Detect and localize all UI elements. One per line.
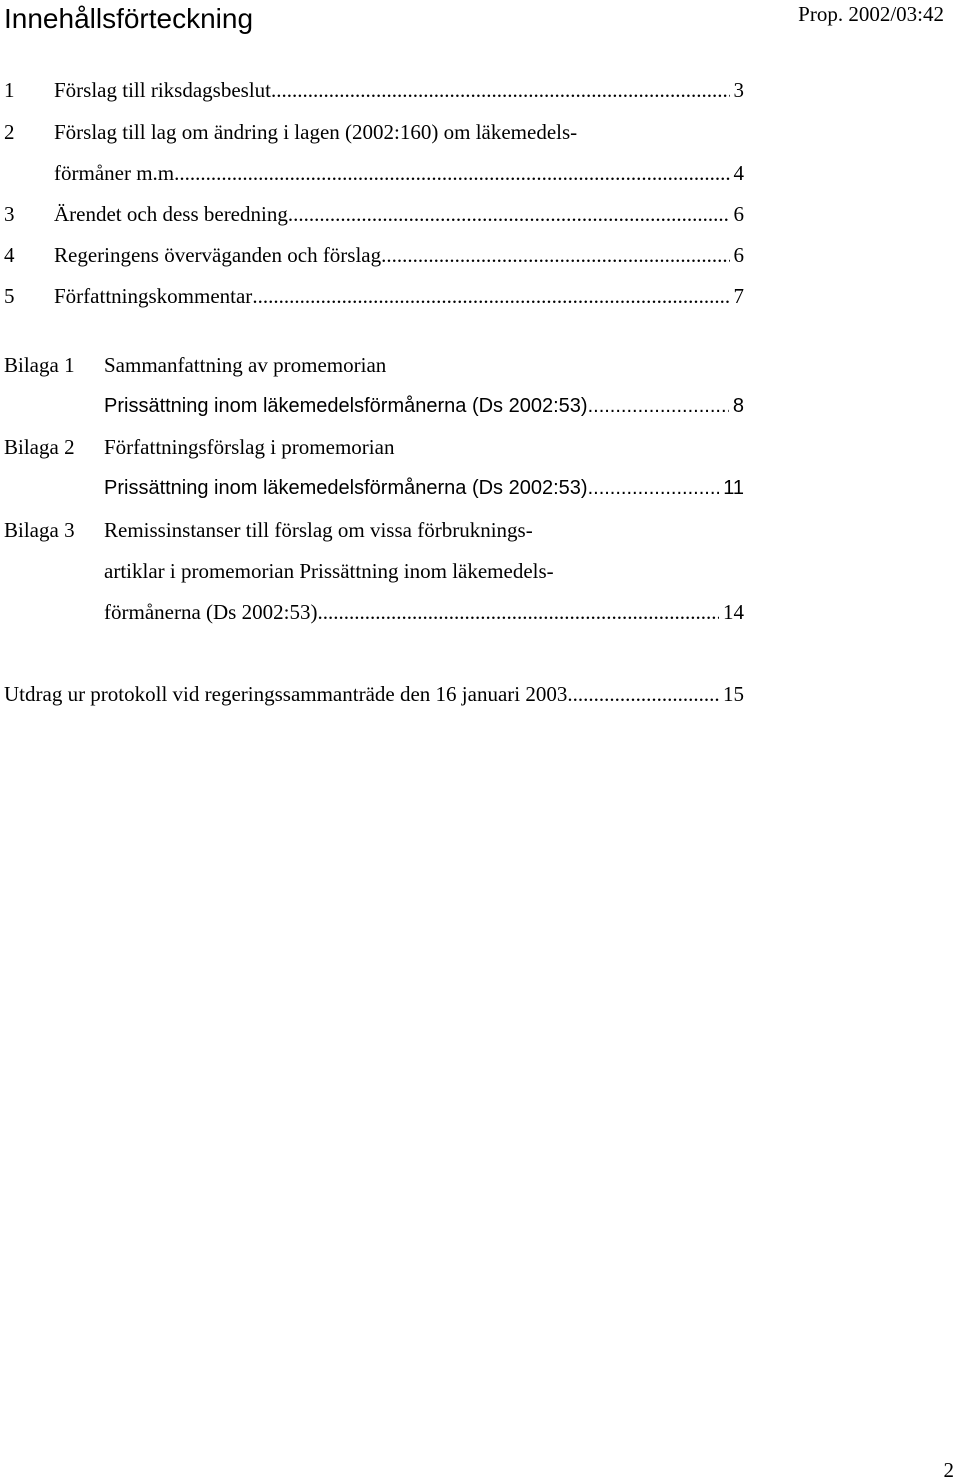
- toc-entry-text: Ärendet och dess beredning: [54, 202, 288, 226]
- appendix-line: Sammanfattning av promemorian: [104, 353, 387, 377]
- appendix-label: Bilaga 2: [4, 435, 75, 459]
- toc-page-number: 7: [733, 284, 744, 308]
- page-heading: Innehållsförteckning: [4, 3, 254, 34]
- toc-entry-text: Förslag till riksdagsbeslut: [54, 78, 271, 102]
- appendix-line: artiklar i promemorian Prissättning inom läkemedels-: [104, 559, 554, 583]
- toc-page-number: 6: [733, 202, 744, 226]
- appendix-entry[interactable]: [104, 474, 744, 502]
- toc-entry-text: Regeringens överväganden och förslag: [54, 243, 382, 267]
- dot-leader: [179, 159, 729, 187]
- dot-leader: [252, 282, 729, 310]
- dot-leader: [271, 76, 730, 104]
- protocol-entry[interactable]: [4, 680, 744, 708]
- appendix-entry[interactable]: [104, 598, 744, 626]
- toc-number: 2: [4, 120, 15, 144]
- dot-leader: [588, 392, 729, 420]
- toc-entry[interactable]: [54, 200, 744, 228]
- dot-leader: [317, 598, 719, 626]
- appendix-label: Bilaga 3: [4, 518, 75, 542]
- appendix-page-number: 8: [732, 395, 744, 417]
- toc-page-number: 6: [733, 243, 744, 267]
- appendix-line: Författningsförslag i promemorian: [104, 435, 395, 459]
- appendix-page-number: 14: [723, 600, 744, 624]
- toc-page-number: 3: [733, 78, 744, 102]
- toc-entry-text: förmåner m.m.: [54, 161, 180, 185]
- appendix-entry-text: Prissättning inom läkemedelsförmånerna (Ds 2002:53): [104, 395, 588, 417]
- appendix-entry-text: Prissättning inom läkemedelsförmånerna (Ds 2002:53): [104, 477, 588, 499]
- toc-entry[interactable]: [54, 76, 744, 104]
- toc-number: 3: [4, 202, 15, 226]
- appendix-entry-text: förmånerna (Ds 2002:53): [104, 600, 318, 624]
- dot-leader: [588, 474, 720, 502]
- page-number: 2: [943, 1458, 954, 1482]
- dot-leader: [567, 680, 719, 708]
- appendix-entry[interactable]: [104, 392, 744, 420]
- protocol-page-number: 15: [723, 682, 744, 706]
- toc-entry[interactable]: [54, 282, 744, 310]
- dot-leader: [381, 241, 729, 269]
- toc-entry-text: Författningskommentar: [54, 284, 253, 308]
- toc-entry[interactable]: [54, 159, 744, 187]
- toc-page-number: 4: [733, 161, 744, 185]
- toc-number: 1: [4, 78, 15, 102]
- appendix-line: Remissinstanser till förslag om vissa förbruknings-: [104, 518, 533, 542]
- protocol-entry-text: Utdrag ur protokoll vid regeringssammanträde den 16 januari 2003: [4, 682, 568, 706]
- toc-entry-line: Förslag till lag om ändring i lagen (2002:160) om läkemedels-: [54, 120, 578, 144]
- toc-number: 5: [4, 284, 15, 308]
- appendix-page-number: 11: [723, 477, 744, 499]
- dot-leader: [288, 200, 730, 228]
- toc-entry[interactable]: [54, 241, 744, 269]
- proposition-reference: Prop. 2002/03:42: [798, 2, 944, 26]
- appendix-label: Bilaga 1: [4, 353, 75, 377]
- toc-number: 4: [4, 243, 15, 267]
